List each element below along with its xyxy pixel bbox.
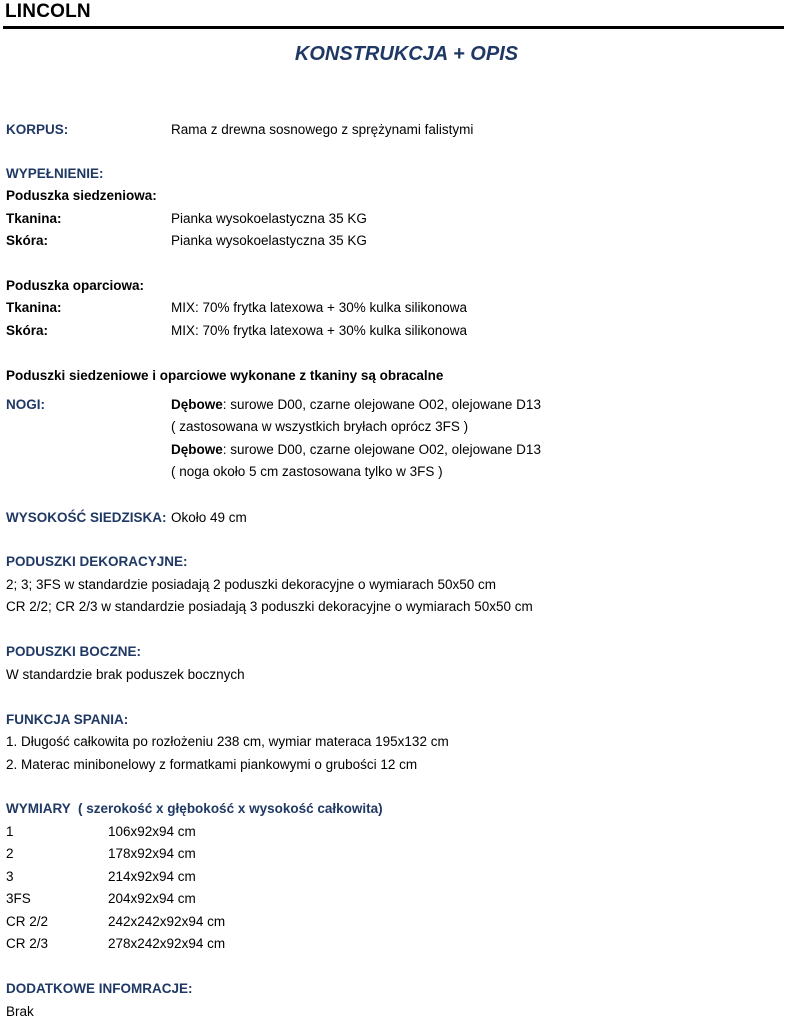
dim-model-2: 2	[6, 846, 14, 861]
dekoracyjne-label: PODUSZKI DEKORACYJNE:	[6, 554, 188, 569]
back-fabric-label: Tkanina:	[6, 300, 62, 315]
korpus-value: Rama z drewna sosnowego z sprężynami falistymi	[171, 122, 474, 137]
boczne-label: PODUSZKI BOCZNE:	[6, 644, 141, 659]
dim-model-4: 3FS	[6, 891, 31, 906]
wysokosc-value: Około 49 cm	[171, 510, 247, 525]
nogi-line-3	[171, 442, 541, 458]
nogi-line-3-text: : surowe D00, czarne olejowane O02, olejowane D13	[222, 442, 541, 457]
dim-model-3: 3	[6, 869, 14, 884]
seat-leather-label: Skóra:	[6, 233, 49, 248]
nogi-line-4: ( noga około 5 cm zastosowana tylko w 3FS )	[171, 464, 443, 479]
back-cushion-label: Poduszka oparciowa:	[6, 278, 145, 293]
cushion-note: Poduszki siedzeniowe i oparciowe wykonane z tkaniny są obracalne	[6, 368, 444, 383]
nogi-line-1-material: Dębowe	[171, 397, 223, 412]
spanie-line-2: 2. Materac minibonelowy z formatkami piankowymi o grubości 12 cm	[6, 757, 418, 772]
dim-size-5: 242x242x92x94 cm	[108, 914, 226, 929]
nogi-line-3-material: Dębowe	[171, 442, 223, 457]
dim-size-2: 178x92x94 cm	[108, 846, 196, 861]
wypelnienie-label: WYPEŁNIENIE:	[6, 166, 104, 181]
page-title: KONSTRUKCJA + OPIS	[294, 43, 519, 65]
wymiary-heading	[6, 801, 383, 817]
dim-model-1: 1	[6, 824, 14, 839]
dim-size-1: 106x92x94 cm	[108, 824, 196, 839]
dekoracyjne-line-1: 2; 3; 3FS w standardzie posiadają 2 poduszki dekoracyjne o wymiarach 50x50 cm	[6, 577, 497, 592]
brand-name: LINCOLN	[5, 1, 91, 22]
dim-model-6: CR 2/3	[6, 936, 49, 951]
header-rule	[3, 26, 784, 29]
dodatkowe-line-1: Brak	[6, 1004, 34, 1019]
boczne-line-1: W standardzie brak poduszek bocznych	[6, 667, 245, 682]
dim-size-6: 278x242x92x94 cm	[108, 936, 226, 951]
seat-leather-value: Pianka wysokoelastyczna 35 KG	[171, 233, 367, 248]
wymiary-label: WYMIARY	[6, 801, 71, 816]
dodatkowe-label: DODATKOWE INFOMRACJE:	[6, 981, 193, 996]
spanie-label: FUNKCJA SPANIA:	[6, 712, 129, 727]
wymiary-sublabel: ( szerokość x głębokość x wysokość całkowita)	[70, 801, 383, 816]
nogi-line-1	[171, 397, 541, 413]
seat-cushion-label: Poduszka siedzeniowa:	[6, 188, 157, 203]
seat-fabric-label: Tkanina:	[6, 211, 62, 226]
back-fabric-value: MIX: 70% frytka latexowa + 30% kulka silikonowa	[171, 300, 468, 315]
dim-size-4: 204x92x94 cm	[108, 891, 196, 906]
back-leather-value: MIX: 70% frytka latexowa + 30% kulka silikonowa	[171, 323, 468, 338]
nogi-label: NOGI:	[6, 397, 45, 412]
spanie-line-1: 1. Długość całkowita po rozłożeniu 238 cm, wymiar materaca 195x132 cm	[6, 734, 449, 749]
dekoracyjne-line-2: CR 2/2; CR 2/3 w standardzie posiadają 3 poduszki dekoracyjne o wymiarach 50x50 cm	[6, 599, 533, 614]
nogi-line-1-text: : surowe D00, czarne olejowane O02, olejowane D13	[222, 397, 541, 412]
back-leather-label: Skóra:	[6, 323, 49, 338]
dim-size-3: 214x92x94 cm	[108, 869, 196, 884]
nogi-line-2: ( zastosowana w wszystkich bryłach oprócz 3FS )	[171, 419, 469, 434]
seat-fabric-value: Pianka wysokoelastyczna 35 KG	[171, 211, 367, 226]
wysokosc-label: WYSOKOŚĆ SIEDZISKA:	[6, 510, 167, 525]
dim-model-5: CR 2/2	[6, 914, 49, 929]
korpus-label: KORPUS:	[6, 122, 69, 137]
